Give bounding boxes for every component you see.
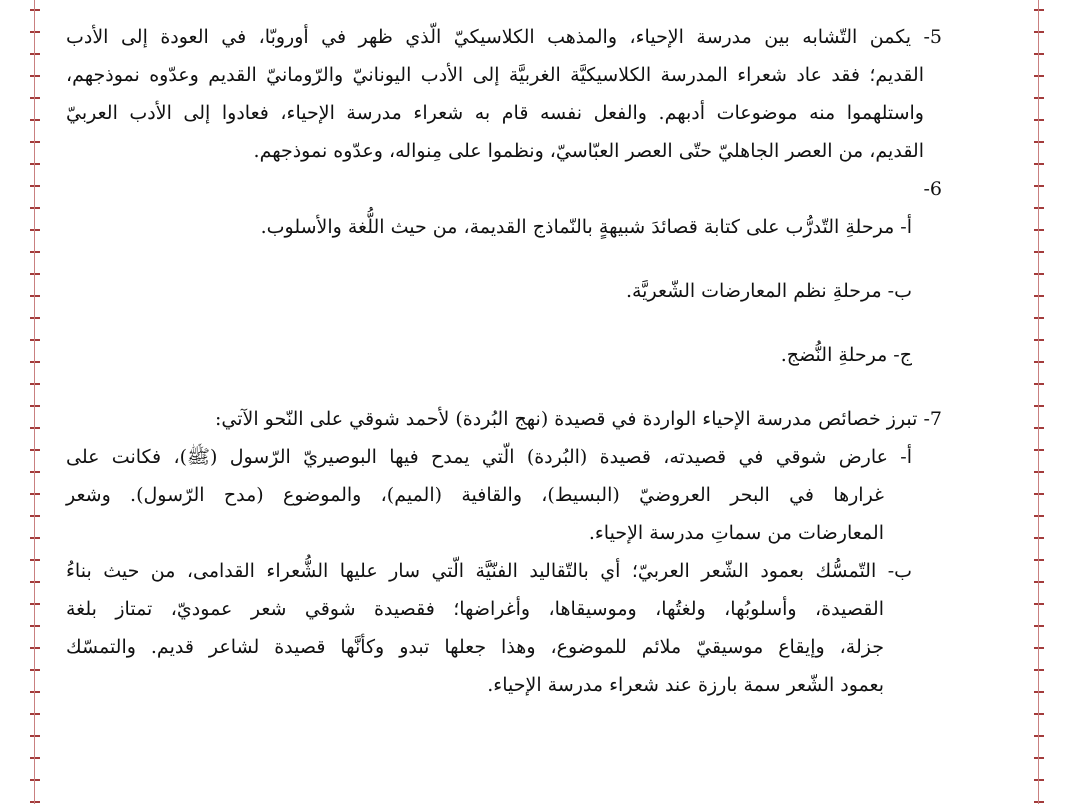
answer-7-a-line-3: المعارضات من سماتِ مدرسة الإحياء. <box>588 522 884 544</box>
answer-item-7 <box>66 400 942 704</box>
answer-7-point-a <box>66 438 924 552</box>
item-number-5: 5- <box>923 26 942 48</box>
answer-item-5 <box>66 18 942 170</box>
decorative-border-left <box>30 0 40 804</box>
answer-7-b-line-4: بعمود الشّعر سمة بارزة عند شعراء مدرسة الإحياء. <box>487 674 884 696</box>
answer-7-a-line-1: أ- عارض شوقي في قصيدته، قصيدة (البُردة) الّتي يمدح فيها البوصيريّ الرّسول (ﷺ)، فكانت على <box>66 446 912 468</box>
answer-7-b-line-1: ب- التّمسُّك بعمود الشّعر العربيّ؛ أي بالتّقاليد الفنّيَّة الّتي سار عليها الشُّعراء القدامى، من حيث بناءُ <box>66 560 912 582</box>
answer-7-b-line-3: جزلة، وإيقاع موسيقيّ ملائم للموضوع، وهذا جعلها تبدو وكأنَّها قصيدة لشاعر قديم. والتمسّك <box>66 636 884 658</box>
answer-7-b-line-2: القصيدة، وأسلوبُها، ولغتُها، وموسيقاها، وأغراضها؛ فقصيدة شوقي شعر عموديّ، تمتاز بلغة <box>66 598 884 620</box>
decorative-border-right <box>1034 0 1044 804</box>
answer-7-intro: 7- تبرز خصائص مدرسة الإحياء الواردة في قصيدة (نهج البُردة) لأحمد شوقي على النّحو الآتي: <box>215 408 942 430</box>
answer-5-line-2: القديم؛ فقد عاد شعراء المدرسة الكلاسيكيَّة الغربيَّة إلى الأدب اليونانيّ والرّومانيّ القديم وعدّوه نموذجهم، <box>66 64 924 86</box>
answer-6-subitem-a: أ- مرحلةِ التّدرُّب على كتابة قصائدَ شبيهةٍ بالنّماذج القديمة، من حيث اللُّغة والأسلوب. <box>260 216 912 238</box>
answer-7-point-b <box>66 552 924 704</box>
answer-6-subitem-b: ب- مرحلةِ نظم المعارضات الشّعريَّة. <box>625 280 912 302</box>
answer-6-subitem-c: ج- مرحلةِ النُّضج. <box>780 344 912 366</box>
answer-5-line-4: القديم، من العصر الجاهليّ حتّى العصر العبّاسيّ، ونظموا على مِنواله، وعدّوه نموذجهم. <box>253 140 924 162</box>
answer-5-line-3: واستلهموا منه موضوعات أدبهم. والفعل نفسه قام به شعراء مدرسة الإحياء، فعادوا إلى الأدب العربيّ <box>66 102 924 124</box>
answer-7-a-line-2: غرارها في البحر العروضيّ (البسيط)، والقافية (الميم)، والموضوع (مدح الرّسول). وشعر <box>66 484 884 506</box>
answer-item-6 <box>66 170 942 400</box>
document-page <box>66 18 942 704</box>
item-number-7: 7- <box>923 408 942 430</box>
answer-5-line-1: 5- يكمن التّشابه بين مدرسة الإحياء، والمذهب الكلاسيكيّ الّذي ظهر في أوروبّا، في العودة إلى الأدب <box>66 26 942 48</box>
item-number-6: 6- <box>923 178 942 200</box>
